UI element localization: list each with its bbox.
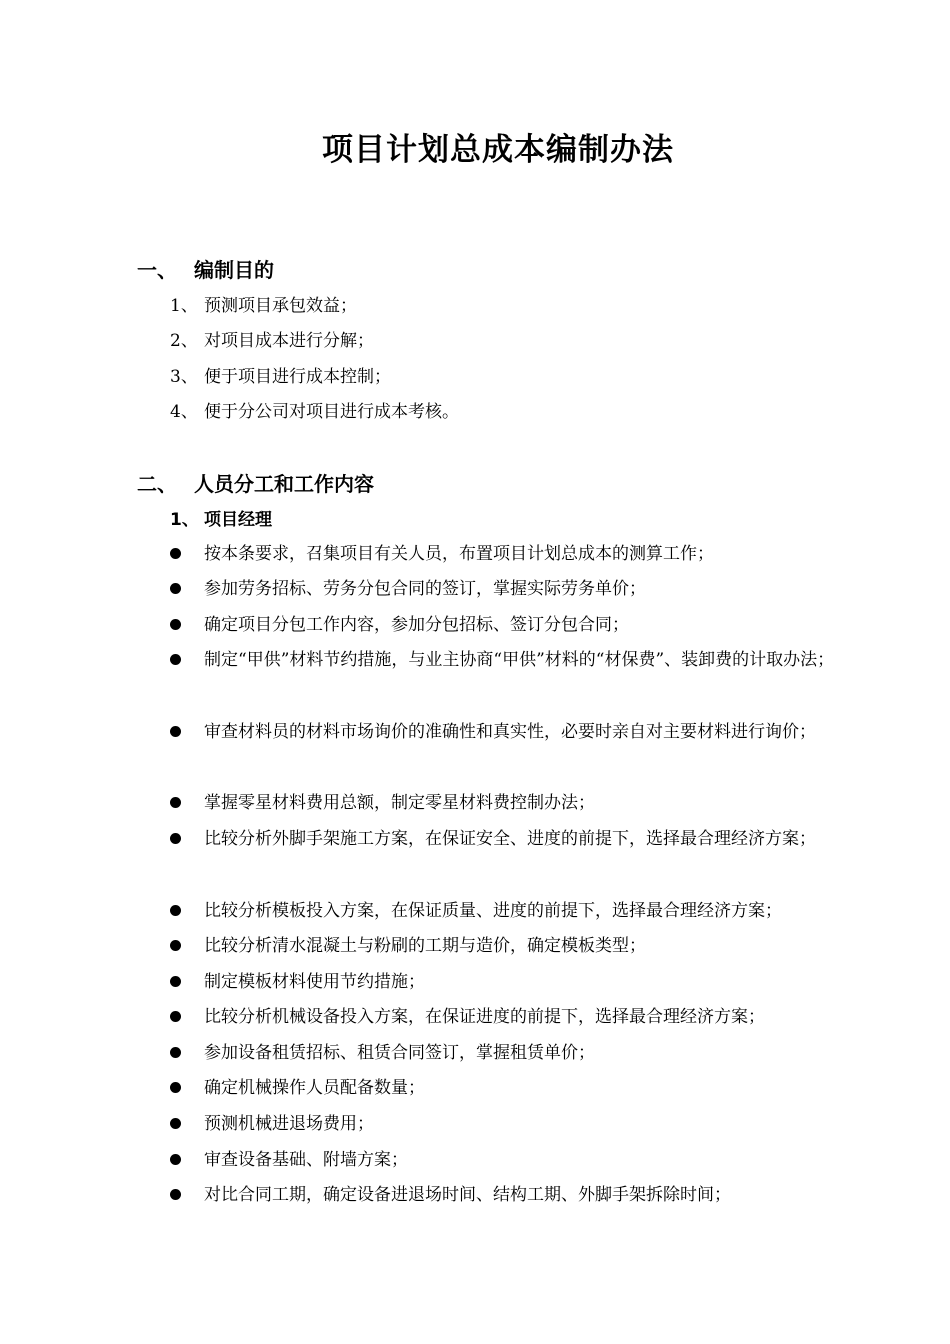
item-number: 3、 [170,367,198,387]
subsection-number: 1、 [170,510,199,530]
bullet-text: 掌握零星材料费用总额，制定零星材料费控制办法； [204,793,595,813]
bullet-text: 比较分析清水混凝土与粉刷的工期与造价，确定模板类型； [204,936,646,956]
section-title: 人员分工和工作内容 [194,472,374,496]
bullet-dot [170,726,181,737]
bullet-text: 确定机械操作人员配备数量； [204,1078,425,1098]
bullet-item [170,642,860,678]
item-number: 4、 [170,402,198,422]
item-text: 对项目成本进行分解； [204,331,374,351]
bullet-item [170,893,860,929]
subsection-heading-project-manager [170,507,272,533]
bullet-text: 按本条要求，召集项目有关人员，布置项目计划总成本的测算工作； [204,544,714,564]
bullet-text: 预测机械进退场费用； [204,1114,374,1134]
bullet-text: 制定“甲供”材料节约措施，与业主协商“甲供”材料的“材保费”、装卸费的计取办法； [204,650,835,670]
bullet-text: 审查设备基础、附墙方案； [204,1150,408,1170]
bullet-item [170,571,860,607]
section-number: 一、 [137,258,177,282]
bullet-text: 对比合同工期，确定设备进退场时间、结构工期、外脚手架拆除时间； [204,1185,731,1205]
document-title: 项目计划总成本编制办法 [322,132,674,168]
bullet-dot [170,1189,181,1200]
item-text: 便于分公司对项目进行成本考核。 [204,402,459,422]
bullet-item [170,1035,860,1071]
bullet-dot [170,1118,181,1129]
item-text: 便于项目进行成本控制； [204,367,391,387]
list-item [170,328,374,354]
section-heading-purpose [137,256,274,284]
bullet-item [170,821,860,857]
item-number: 1、 [170,296,198,316]
bullet-item [170,1106,860,1142]
bullet-dot [170,976,181,987]
list-item [170,399,459,425]
bullet-dot [170,797,181,808]
bullet-dot [170,1011,181,1022]
section-heading-staffing [137,470,374,498]
bullet-item [170,714,860,750]
bullet-dot [170,905,181,916]
section-title: 编制目的 [194,258,274,282]
bullet-dot [170,1047,181,1058]
bullet-text: 审查材料员的材料市场询价的准确性和真实性，必要时亲自对主要材料进行询价； [204,722,816,742]
bullet-item [170,536,860,572]
bullet-dot [170,654,181,665]
bullet-item [170,928,860,964]
item-text: 预测项目承包效益； [204,296,357,316]
bullet-dot [170,1154,181,1165]
subsection-title: 项目经理 [204,510,272,530]
bullet-item [170,785,860,821]
bullet-text: 比较分析外脚手架施工方案，在保证安全、进度的前提下，选择最合理经济方案； [204,829,816,849]
bullet-item [170,607,860,643]
bullet-item [170,1177,860,1213]
bullet-dot [170,833,181,844]
bullet-item [170,1142,860,1178]
bullet-item [170,999,860,1035]
list-item [170,364,391,390]
bullet-text: 确定项目分包工作内容，参加分包招标、签订分包合同； [204,615,629,635]
bullet-dot [170,548,181,559]
bullet-item [170,964,860,1000]
bullet-text: 比较分析模板投入方案，在保证质量、进度的前提下，选择最合理经济方案； [204,901,782,921]
bullet-text: 参加设备租赁招标、租赁合同签订，掌握租赁单价； [204,1043,595,1063]
bullet-dot [170,940,181,951]
item-number: 2、 [170,331,198,351]
bullet-text: 参加劳务招标、劳务分包合同的签订，掌握实际劳务单价； [204,579,646,599]
bullet-item [170,1070,860,1106]
bullet-dot [170,619,181,630]
section-number: 二、 [137,472,177,496]
bullet-text: 比较分析机械设备投入方案，在保证进度的前提下，选择最合理经济方案； [204,1007,765,1027]
bullet-dot [170,583,181,594]
bullet-dot [170,1082,181,1093]
bullet-text: 制定模板材料使用节约措施； [204,972,425,992]
list-item [170,293,357,319]
